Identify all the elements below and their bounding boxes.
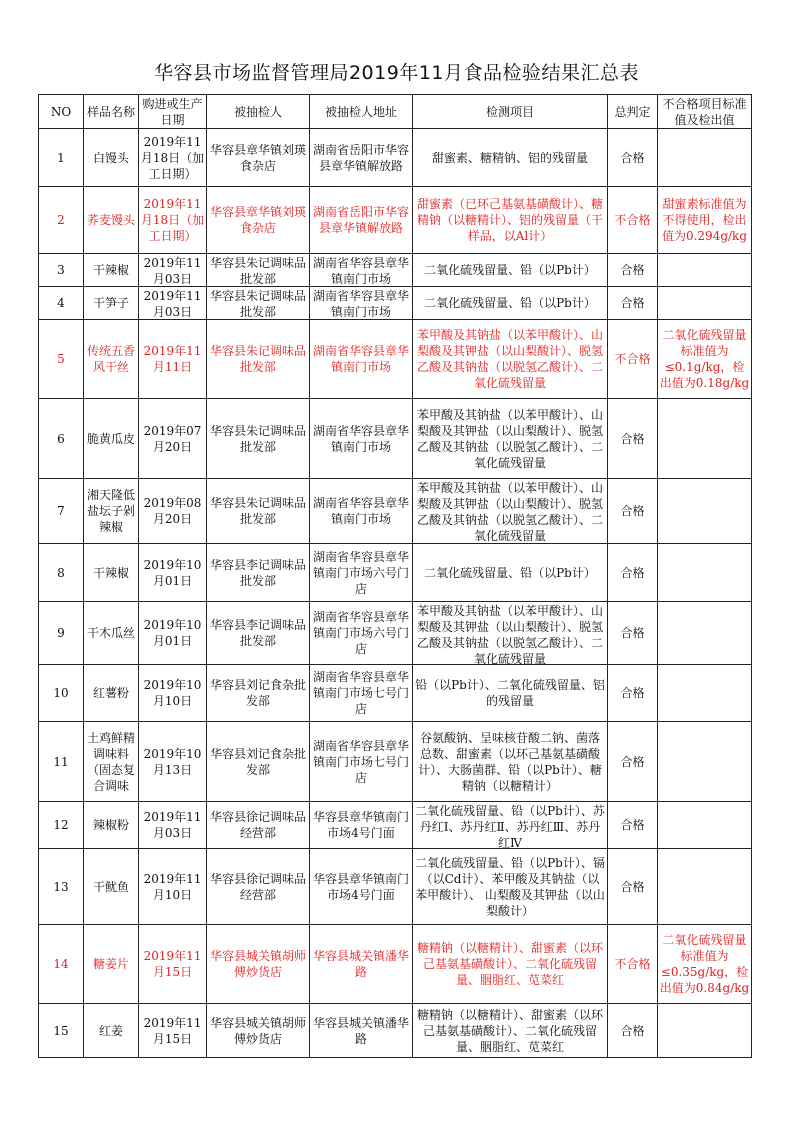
cell-no: 1 (39, 129, 84, 187)
cell-sample: 干鱿鱼 (84, 849, 139, 925)
cell-no: 6 (39, 399, 84, 479)
cell-standard (658, 254, 752, 287)
cell-no: 3 (39, 254, 84, 287)
table-row (39, 287, 752, 320)
cell-inspected: 华容县李记调味品批发部 (207, 602, 310, 665)
cell-verdict: 不合格 (608, 925, 658, 1004)
cell-standard (658, 602, 752, 665)
header-sample: 样品名称 (84, 95, 139, 129)
table-row (39, 1004, 752, 1058)
cell-standard (658, 802, 752, 849)
cell-verdict: 合格 (608, 1004, 658, 1058)
cell-sample: 干辣椒 (84, 254, 139, 287)
cell-address: 湖南省华容县章华镇南门市场六号门店 (310, 544, 413, 602)
cell-date: 2019年11月03日 (139, 254, 207, 287)
cell-inspected: 华容县李记调味品批发部 (207, 544, 310, 602)
cell-date: 2019年11月15日 (139, 1004, 207, 1058)
table-body (39, 129, 752, 1058)
table-row (39, 399, 752, 479)
cell-no: 14 (39, 925, 84, 1004)
header-inspected: 被抽检人 (207, 95, 310, 129)
cell-items: 糖精钠（以糖精计）、甜蜜素（以环己基氨基磺酸计）、二氧化硫残留量、胭脂红、苋菜红 (413, 1004, 608, 1058)
cell-no: 12 (39, 802, 84, 849)
page-title: 华容县市场监督管理局2019年11月食品检验结果汇总表 (153, 62, 640, 84)
cell-date: 2019年08月20日 (139, 479, 207, 544)
cell-inspected: 华容县徐记调味品经营部 (207, 802, 310, 849)
header-verdict: 总判定 (608, 95, 658, 129)
cell-verdict: 合格 (608, 602, 658, 665)
table-row (39, 544, 752, 602)
cell-standard (658, 849, 752, 925)
cell-inspected: 华容县城关镇胡师傅炒货店 (207, 1004, 310, 1058)
cell-sample: 辣椒粉 (84, 802, 139, 849)
cell-standard (658, 287, 752, 320)
cell-items: 二氧化硫残留量、铅（以Pb计）、镉（以Cd计）、苯甲酸及其钠盐（以苯甲酸计）、 山梨酸及其钾盐（以山梨酸计） (413, 849, 608, 925)
cell-inspected: 华容县朱记调味品批发部 (207, 399, 310, 479)
cell-items: 二氧化硫残留量、铅（以Pb计）、苏丹红Ⅰ、苏丹红Ⅱ、苏丹红Ⅲ、苏丹红Ⅳ (413, 802, 608, 849)
cell-standard: 甜蜜素标准值为不得使用，检出值为0.294g/kg (658, 187, 752, 254)
table-row (39, 320, 752, 399)
cell-date: 2019年10月01日 (139, 602, 207, 665)
cell-sample: 红薯粉 (84, 665, 139, 722)
cell-sample: 湘天隆低盐坛子剁辣椒 (84, 479, 139, 544)
cell-inspected: 华容县章华镇刘瑛食杂店 (207, 187, 310, 254)
cell-no: 11 (39, 722, 84, 802)
cell-address: 华容县城关镇潘华路 (310, 925, 413, 1004)
table-row (39, 602, 752, 665)
cell-no: 5 (39, 320, 84, 399)
cell-date: 2019年07月20日 (139, 399, 207, 479)
cell-no: 15 (39, 1004, 84, 1058)
cell-date: 2019年11月15日 (139, 925, 207, 1004)
cell-items: 糖精钠（以糖精计）、甜蜜素（以环己基氨基磺酸计）、二氧化硫残留量、胭脂红、苋菜红 (413, 925, 608, 1004)
cell-items: 苯甲酸及其钠盐（以苯甲酸计）、山梨酸及其钾盐（以山梨酸计）、脱氢乙酸及其钠盐（以脱氢乙酸计）、二氧化硫残留量 (413, 479, 608, 544)
table-row (39, 802, 752, 849)
cell-date: 2019年11月18日（加工日期） (139, 129, 207, 187)
cell-verdict: 合格 (608, 722, 658, 802)
cell-verdict: 合格 (608, 665, 658, 722)
cell-sample: 白馒头 (84, 129, 139, 187)
cell-date: 2019年11月03日 (139, 287, 207, 320)
cell-sample: 干木瓜丝 (84, 602, 139, 665)
cell-standard (658, 129, 752, 187)
cell-items: 谷氨酸钠、呈味核苷酸二钠、菌落总数、甜蜜素（以环己基氨基磺酸计）、大肠菌群、铅（以Pb计）、糖精钠（以糖精计） (413, 722, 608, 802)
cell-address: 湖南省华容县章华镇南门市场 (310, 254, 413, 287)
cell-no: 2 (39, 187, 84, 254)
cell-sample: 干辣椒 (84, 544, 139, 602)
cell-address: 湖南省岳阳市华容县章华镇解放路 (310, 187, 413, 254)
cell-verdict: 合格 (608, 287, 658, 320)
cell-items: 苯甲酸及其钠盐（以苯甲酸计）、山梨酸及其钾盐（以山梨酸计）、脱氢乙酸及其钠盐（以脱氢乙酸计）、二氧化硫残留量 (413, 399, 608, 479)
cell-standard: 二氧化硫残留量标准值为≤0.1g/kg，检出值为0.18g/kg (658, 320, 752, 399)
cell-inspected: 华容县城关镇胡师傅炒货店 (207, 925, 310, 1004)
cell-no: 4 (39, 287, 84, 320)
cell-verdict: 合格 (608, 479, 658, 544)
cell-date: 2019年10月13日 (139, 722, 207, 802)
header-no: NO (39, 95, 84, 129)
cell-inspected: 华容县朱记调味品批发部 (207, 287, 310, 320)
table-row (39, 187, 752, 254)
table-row (39, 722, 752, 802)
table-header-row (39, 95, 752, 129)
cell-items: 二氧化硫残留量、铅（以Pb计） (413, 544, 608, 602)
cell-items: 甜蜜素、糖精钠、铝的残留量 (413, 129, 608, 187)
cell-sample: 干笋子 (84, 287, 139, 320)
cell-sample: 传统五香风干丝 (84, 320, 139, 399)
cell-address: 华容县章华镇南门市场4号门面 (310, 849, 413, 925)
cell-standard (658, 722, 752, 802)
header-standard: 不合格项目标准值及检出值 (658, 95, 752, 129)
cell-items: 铅（以Pb计）、二氧化硫残留量、铝的残留量 (413, 665, 608, 722)
cell-no: 13 (39, 849, 84, 925)
cell-inspected: 华容县朱记调味品批发部 (207, 479, 310, 544)
cell-sample: 土鸡鲜精调味料（固态复合调味 (84, 722, 139, 802)
cell-address: 湖南省岳阳市华容县章华镇解放路 (310, 129, 413, 187)
cell-verdict: 合格 (608, 254, 658, 287)
cell-verdict: 合格 (608, 544, 658, 602)
cell-verdict: 不合格 (608, 320, 658, 399)
cell-items: 苯甲酸及其钠盐（以苯甲酸计）、山梨酸及其钾盐（以山梨酸计）、脱氢乙酸及其钠盐（以脱氢乙酸计）、二氧化硫残留量 (413, 320, 608, 399)
cell-standard: 二氧化硫残留量标准值为≤0.35g/kg，检出值为0.84g/kg (658, 925, 752, 1004)
cell-sample: 荞麦馒头 (84, 187, 139, 254)
table-row (39, 129, 752, 187)
cell-standard (658, 1004, 752, 1058)
cell-address: 湖南省华容县章华镇南门市场 (310, 479, 413, 544)
header-date: 购进或生产日期 (139, 95, 207, 129)
cell-no: 7 (39, 479, 84, 544)
cell-standard (658, 665, 752, 722)
cell-date: 2019年11月18日（加工日期） (139, 187, 207, 254)
cell-address: 湖南省华容县章华镇南门市场七号门店 (310, 722, 413, 802)
cell-verdict: 合格 (608, 129, 658, 187)
cell-address: 湖南省华容县章华镇南门市场 (310, 320, 413, 399)
table-row (39, 254, 752, 287)
cell-sample: 红姜 (84, 1004, 139, 1058)
cell-address: 湖南省华容县章华镇南门市场七号门店 (310, 665, 413, 722)
cell-date: 2019年11月11日 (139, 320, 207, 399)
cell-sample: 糖姜片 (84, 925, 139, 1004)
cell-items: 苯甲酸及其钠盐（以苯甲酸计）、山梨酸及其钾盐（以山梨酸计）、脱氢乙酸及其钠盐（以脱氢乙酸计）、二氧化硫残留量 (413, 602, 608, 665)
cell-standard (658, 399, 752, 479)
cell-date: 2019年11月10日 (139, 849, 207, 925)
cell-verdict: 不合格 (608, 187, 658, 254)
cell-items: 甜蜜素（已环己基氨基磺酸计）、糖精钠（以糖精计）、铝的残留量（干样品，以Al计） (413, 187, 608, 254)
cell-address: 湖南省华容县章华镇南门市场六号门店 (310, 602, 413, 665)
cell-no: 10 (39, 665, 84, 722)
table-row (39, 849, 752, 925)
cell-address: 湖南省华容县章华镇南门市场 (310, 287, 413, 320)
cell-inspected: 华容县刘记食杂批发部 (207, 722, 310, 802)
cell-date: 2019年11月03日 (139, 802, 207, 849)
header-items: 检测项目 (413, 95, 608, 129)
cell-verdict: 合格 (608, 399, 658, 479)
header-address: 被抽检人地址 (310, 95, 413, 129)
cell-address: 湖南省华容县章华镇南门市场 (310, 399, 413, 479)
cell-inspected: 华容县章华镇刘瑛食杂店 (207, 129, 310, 187)
cell-no: 8 (39, 544, 84, 602)
cell-address: 华容县城关镇潘华路 (310, 1004, 413, 1058)
cell-inspected: 华容县徐记调味品经营部 (207, 849, 310, 925)
cell-inspected: 华容县朱记调味品批发部 (207, 320, 310, 399)
table-row (39, 665, 752, 722)
table-row (39, 925, 752, 1004)
cell-sample: 脆黄瓜皮 (84, 399, 139, 479)
cell-items: 二氧化硫残留量、铅（以Pb计） (413, 254, 608, 287)
cell-no: 9 (39, 602, 84, 665)
cell-standard (658, 544, 752, 602)
cell-date: 2019年10月01日 (139, 544, 207, 602)
cell-verdict: 合格 (608, 849, 658, 925)
cell-standard (658, 479, 752, 544)
cell-items: 二氧化硫残留量、铅（以Pb计） (413, 287, 608, 320)
cell-verdict: 合格 (608, 802, 658, 849)
table-row (39, 479, 752, 544)
results-table (38, 94, 752, 1058)
cell-address: 华容县章华镇南门市场4号门面 (310, 802, 413, 849)
cell-date: 2019年10月10日 (139, 665, 207, 722)
cell-inspected: 华容县朱记调味品批发部 (207, 254, 310, 287)
cell-inspected: 华容县刘记食杂批发部 (207, 665, 310, 722)
